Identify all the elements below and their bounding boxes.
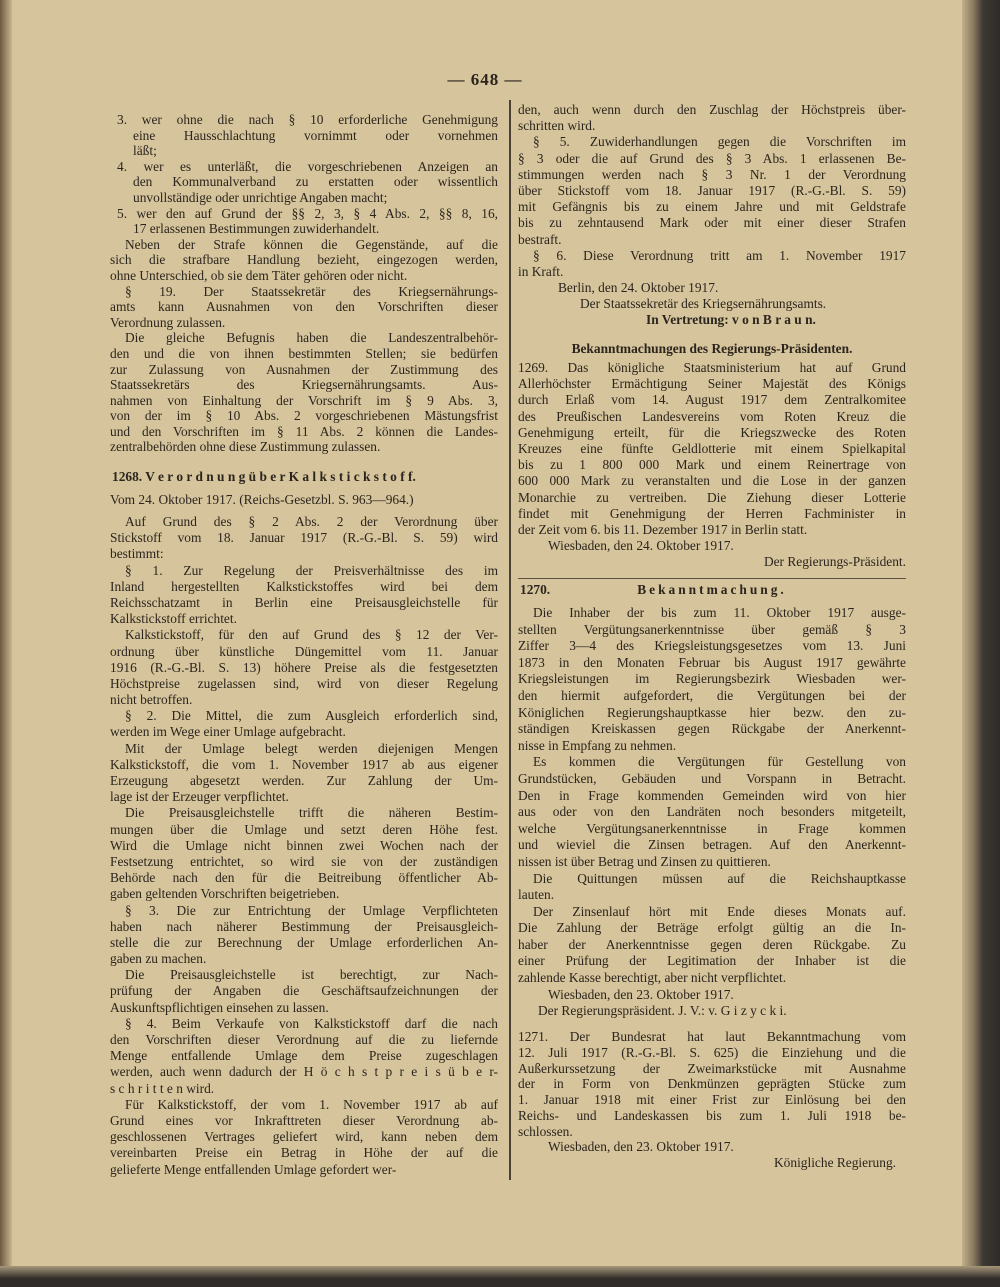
text-line: Berlin, den 24. Oktober 1917.: [558, 280, 719, 296]
text-line: Neben der Strafe können die Gegenstände, auf die: [125, 236, 498, 252]
text-line: durch Erlaß vom 14. August 1917 dem Zentralkomitee: [518, 392, 906, 408]
paragraph: [518, 1003, 906, 1020]
text-line: nahmen von Einhaltung der Vorschrift im § 9 Abs. 3,: [110, 392, 498, 408]
paragraph: [518, 554, 906, 570]
text-line: Die Quittungen müssen auf die Reichshauptkasse: [533, 870, 906, 886]
paragraph: [110, 491, 498, 508]
text-line: von der im § 10 Abs. 2 vorgeschriebenen Mästungsfrist: [110, 408, 498, 424]
text-line: findet mit Genehmigung der Herren Fachminister in: [518, 505, 906, 521]
text-line: haber der Anerkenntnisse gegen deren Rückgabe. Zu: [518, 936, 906, 952]
section-divider: [518, 578, 906, 579]
paragraph: [110, 741, 498, 806]
text-line: geschlossenen Vertrages geliefert wird, kann neben dem: [110, 1129, 498, 1145]
text-line: Der Zinsenlauf hört mit Ende dieses Monats auf.: [533, 903, 906, 919]
text-line: nisse in Empfang zu nehmen.: [518, 737, 677, 753]
text-line: Festsetzung entrichtet, so wird sie von der zuständigen: [110, 853, 498, 869]
paragraph: [518, 987, 906, 1004]
text-line: werden, auch wenn dadurch der H ö c h s t p r e i s ü b e r-: [110, 1064, 498, 1080]
right-continuation: [518, 102, 906, 329]
text-line: s c h r i t t e n wird.: [110, 1080, 215, 1096]
notice-1269: [518, 360, 906, 570]
text-line: Allerhöchster Ermächtigung Seiner Majestät des Königs: [518, 376, 906, 392]
paragraph: [110, 237, 498, 284]
text-line: der Zeit vom 6. bis 11. Dezember 1917 in Berlin statt.: [518, 521, 808, 537]
text-line: nicht betroffen.: [110, 692, 193, 708]
page-number: — 648 —: [447, 70, 523, 89]
text-line: 1916 (R.-G.-Bl. S. 13) höhere Preise als die festgesetzten: [110, 659, 498, 675]
text-line: ordnung über künstliche Düngemittel vom 11. Januar: [110, 643, 498, 659]
text-line: Die Preisausgleichstelle ist berechtigt, zur Nach-: [125, 967, 498, 983]
text-line: den, auch wenn durch den Zuschlag der Höchstpreis über-: [518, 102, 906, 117]
text-line: 1271. Der Bundesrat hat laut Bekanntmachung vom: [518, 1029, 906, 1044]
text-line: vereinbarten Preise ein Betrag in Höhe der auf die: [110, 1145, 498, 1161]
paragraph: [518, 102, 906, 134]
notice-1271: [518, 1029, 906, 1171]
text-line: In Vertretung: v o n B r a u n.: [646, 312, 816, 328]
text-line: Der Staatssekretär des Kriegsernährungsamts.: [580, 296, 827, 312]
heading-1270: [518, 582, 906, 599]
paragraph: [518, 1029, 906, 1139]
date-line-1268: [110, 491, 498, 508]
text-line: Ziffer 3—4 des Kriegsleistungsgesetzes vom 13. Juni: [518, 638, 906, 654]
text-line: über Stickstoff vom 18. Januar 1917 (R.-G.-Bl. S. 59): [518, 182, 906, 198]
text-line: Behörde nach den für die Beitreibung öffentlicher Ab-: [110, 870, 498, 886]
paragraph: [518, 340, 906, 357]
paragraph: [518, 538, 906, 554]
text-line: Kriegsleistungen im Regierungsbezirk Wiesbaden wer-: [518, 671, 906, 687]
text-line: Kalkstickstoff, die vom 1. November 1917 ab aus eigener: [110, 756, 498, 772]
text-line: eine Hausschlachtung vornimmt oder vornehmen: [133, 127, 498, 143]
text-line: § 1. Zur Regelung der Preisverhältnisse des im: [125, 562, 498, 578]
text-line: 12. Juli 1917 (R.-G.-Bl. S. 625) die Einziehung und die: [518, 1044, 906, 1060]
text-line: gelieferte Menge entfallenden Umlage gefordert wer-: [110, 1161, 397, 1177]
paragraph: [110, 967, 498, 1016]
text-line: Wird die Umlage nicht binnen zwei Wochen nach der: [110, 837, 498, 853]
text-line: Wiesbaden, den 23. Oktober 1917.: [548, 986, 734, 1002]
paragraph: [110, 805, 498, 902]
heading-1268: [110, 468, 498, 485]
paragraph: [110, 627, 498, 708]
text-line: den Kommunalverband zu erstatten oder wissentlich: [133, 174, 498, 190]
text-line: Mit der Umlage belegt werden diejenigen Mengen: [125, 740, 498, 756]
paragraph: [518, 904, 906, 987]
heading-title: Bekanntmachung.: [637, 582, 787, 597]
text-line: welche Vergütungsanerkenntnisse in Frage kommen: [518, 820, 906, 836]
paragraph: [110, 1016, 498, 1097]
text-line: Außerkurssetzung der Zweimarkstücke mit Ausnahme: [518, 1060, 906, 1076]
text-line: zentralbehörden ohne diese Zustimmung zulassen.: [110, 439, 381, 455]
text-line: einer Prüfung der Legitimation der Inhaber ist die: [518, 953, 906, 969]
paragraph: [110, 903, 498, 968]
text-line: 4. wer es unterläßt, die vorgeschriebenen Anzeigen an: [117, 158, 498, 174]
notice-1270: [518, 605, 906, 1020]
section-heading: [518, 340, 906, 357]
text-line: schlossen.: [518, 1123, 573, 1139]
paragraph: [110, 284, 498, 331]
text-line: § 4. Beim Verkaufe von Kalkstickstoff darf die nach: [125, 1015, 498, 1031]
paragraph: [110, 468, 498, 485]
text-line: Inland hergestellten Kalkstickstoffes wird bei dem: [110, 578, 498, 594]
text-line: § 3. Die zur Entrichtung der Umlage Verpflichteten: [125, 902, 498, 918]
paragraph: [518, 296, 906, 312]
text-line: nissen ist über Betrag und Zinsen zu quittieren.: [518, 853, 771, 869]
text-line: und wieviel die Zinsen betragen. Auf den Anerkennt-: [518, 837, 906, 853]
paragraph: [110, 112, 498, 159]
text-line: lauten.: [518, 887, 555, 903]
text-line: Kalkstickstoff errichtet.: [110, 611, 237, 627]
paragraph: [110, 708, 498, 740]
text-line: Genehmigung erteilt, für die Kriegszwecke des Roten: [518, 424, 906, 440]
text-line: Für Kalkstickstoff, der vom 1. November 1917 ab auf: [125, 1096, 498, 1112]
text-line: § 5. Zuwiderhandlungen gegen die Vorschriften im: [533, 134, 906, 150]
text-line: Die Preisausgleichstelle trifft die näheren Bestim-: [125, 805, 498, 821]
text-line: in Kraft.: [518, 263, 564, 279]
text-line: Bekanntmachungen des Regierungs-Präsidenten.: [571, 341, 853, 356]
text-line: § 2. Die Mittel, die zum Ausgleich erforderlich sind,: [125, 708, 498, 724]
text-line: Grundstücken, Gebäuden und Vorspann in Betracht.: [518, 770, 906, 786]
text-line: Höchstpreise zugelassen sind, wird von dieser Regelung: [110, 675, 498, 691]
text-line: Der Regierungs-Präsident.: [763, 554, 906, 570]
text-line: bestimmt:: [110, 546, 164, 562]
text-line: 600 000 Mark zu veranstalten und die Lose in der ganzen: [518, 473, 906, 489]
paragraph: [518, 754, 906, 870]
text-line: 17 erlassenen Bestimmungen zuwiderhandelt.: [133, 221, 380, 237]
text-line: stelle die zur Berechnung der Umlage erforderlichen An-: [110, 934, 498, 950]
text-line: Die Zahlung der Beträge erfolgt gültig an die In-: [518, 920, 906, 936]
text-line: 5. wer den auf Grund der §§ 2, 3, § 4 Abs. 2, §§ 8, 16,: [117, 205, 498, 221]
text-line: Stickstoff vom 18. Januar 1917 (R.-G.-Bl. S. 59) wird: [110, 530, 498, 546]
paragraph: [110, 159, 498, 206]
text-line: 1269. Das königliche Staatsministerium hat auf Grund: [518, 360, 906, 375]
text-line: Es kommen die Vergütungen für Gestellung von: [533, 754, 906, 770]
left-intro: [110, 112, 498, 455]
text-line: amts kann Ausnahmen von den Vorschriften dieser: [110, 299, 498, 315]
text-line: 3. wer ohne die nach § 10 erforderliche Genehmigung: [117, 112, 498, 127]
text-line: Kalkstickstoff, für den auf Grund des § 12 der Ver-: [125, 627, 498, 643]
text-line: 1. Januar 1918 mit einer Frist zur Einlösung bei den: [518, 1092, 906, 1107]
text-line: prüfung der Angaben die Geschäftsaufzeichnungen der: [110, 983, 498, 999]
text-line: läßt;: [133, 143, 157, 159]
text-line: der in Form von Denkmünzen geprägten Stücke zum: [518, 1076, 906, 1092]
book-binding-edge: [962, 0, 1000, 1287]
paragraph: [110, 514, 498, 563]
text-line: werden im Wege einer Umlage aufgebracht.: [110, 724, 346, 740]
text-line: Der Regierungspräsident. J. V.: v. G i z y c k i.: [538, 1003, 787, 1019]
text-line: lage ist der Erzeuger verpflichtet.: [110, 789, 289, 805]
text-line: Die Inhaber der bis zum 11. Oktober 1917 ausge-: [533, 605, 906, 620]
text-line: gaben zu machen.: [110, 951, 207, 967]
paragraph: [518, 312, 906, 328]
text-line: mit Gefängnis bis zu einem Jahre und mit Geldstrafe: [518, 199, 906, 215]
text-line: Monarchie zu vertreiben. Die Ziehung dieser Lotterie: [518, 489, 906, 505]
paragraph: [518, 134, 906, 247]
heading-number: 1270.: [520, 582, 551, 597]
text-line: Wiesbaden, den 24. Oktober 1917.: [548, 538, 734, 554]
text-line: zur Zulassung von Ausnahmen der Zustimmung des: [110, 361, 498, 377]
paragraph: [518, 1155, 906, 1171]
text-line: Auskunftspflichtigen einsehen zu lassen.: [110, 999, 329, 1015]
text-line: Kreuzes eine fünfte Geldlotterie mit einem Spielkapital: [518, 440, 906, 456]
text-line: Die gleiche Befugnis haben die Landeszentralbehör-: [125, 330, 498, 346]
text-line: sich die strafbare Handlung bezieht, eingezogen werden,: [110, 252, 498, 268]
column-divider: [509, 100, 511, 1180]
text-line: stellten Vergütungsanerkenntnisse über gemäß § 3: [518, 621, 906, 637]
text-line: 1268. V e r o r d n u n g ü b e r K a l k s t i c k s t o f f.: [112, 469, 416, 484]
scan-bottom-edge: [0, 1266, 1000, 1287]
text-line: mungen über die Umlage und setzt deren Höhe fest.: [110, 821, 498, 837]
text-line: haben nach näherer Bestimmung der Preisausgleich-: [110, 918, 498, 934]
text-line: zahlende Kasse berechtigt, aber nicht verpflichtet.: [518, 970, 787, 986]
paragraph: [518, 605, 906, 754]
paragraph: [518, 360, 906, 538]
text-line: Grund eines vor Inkrafttreten dieser Verordnung ab-: [110, 1112, 498, 1128]
paragraph: [518, 248, 906, 280]
paragraph: [110, 206, 498, 237]
paragraph: [110, 563, 498, 628]
text-line: den Vorschriften dieser Verordnung auf die zu liefernde: [110, 1032, 498, 1047]
text-line: § 3 oder die auf Grund des § 3 Abs. 1 erlassenen Be-: [518, 150, 906, 166]
text-line: stimmungen werden nach § 3 Nr. 1 der Verordnung: [518, 166, 906, 182]
text-line: Reichsschatzamt in Berlin eine Preisausgleichstelle für: [110, 594, 498, 610]
text-line: Auf Grund des § 2 Abs. 2 der Verordnung über: [125, 514, 498, 529]
text-line: aus oder von den Landräten noch besonders mitgeteilt,: [518, 804, 906, 820]
text-line: § 19. Der Staatssekretär des Kriegsernährungs-: [125, 283, 498, 299]
text-line: Königliche Regierung.: [774, 1155, 896, 1170]
text-line: bestraft.: [518, 231, 562, 247]
text-line: Staatssekretärs des Kriegsernährungsamts. Aus-: [110, 377, 498, 393]
text-line: bis zu zehntausend Mark oder mit einer dieser Strafen: [518, 215, 906, 231]
text-line: gaben geltenden Vorschriften beigetrieben.: [110, 886, 340, 902]
text-line: unvollständige oder unrichtige Angaben macht;: [133, 189, 388, 205]
text-line: schritten wird.: [518, 118, 596, 134]
text-line: Menge entfallende Umlage dem Preise zugeschlagen: [110, 1048, 498, 1064]
text-line: des Preußischen Landesvereins vom Roten Kreuz die: [518, 408, 906, 424]
text-line: den hiermit aufgefordert, die Vergütungen bei der: [518, 687, 906, 703]
scan-left-edge: [0, 0, 12, 1287]
text-line: Den in Frage kommenden Gemeinden wird von hier: [518, 787, 906, 803]
text-line: ohne Unterschied, ob sie dem Täter gehören oder nicht.: [110, 267, 408, 283]
text-line: Wiesbaden, den 23. Oktober 1917.: [548, 1139, 734, 1155]
paragraph: [518, 871, 906, 904]
paragraph: [110, 1097, 498, 1178]
text-line: Reichs- und Landeskassen bis zum 1. Juli 1918 be-: [518, 1107, 906, 1123]
paragraph: [110, 330, 498, 455]
text-line: Erzeugung abgesetzt werden. Zur Zahlung der Um-: [110, 773, 498, 788]
paragraph: [518, 280, 906, 296]
text-line: den und die von ihnen bestimmten Stellen; sie bedürfen: [110, 345, 498, 361]
paragraph: [518, 1139, 906, 1155]
text-line: Vom 24. Oktober 1917. (Reichs-Gesetzbl. S. 963—964.): [110, 492, 414, 507]
text-line: und den Vorschriften im § 11 Abs. 2 können die Landes-: [110, 423, 498, 439]
text-line: 1873 in den Monaten Februar bis August 1917 gewährte: [518, 654, 906, 670]
text-line: bis zu 1 800 000 Mark und einem Reinertrage von: [518, 457, 906, 473]
text-line: § 6. Diese Verordnung tritt am 1. November 1917: [533, 247, 906, 263]
text-line: Königlichen Regierungshauptkasse hier bezw. den zu-: [518, 704, 906, 720]
body-1268: [110, 514, 498, 1178]
text-line: ständigen Kreiskassen gegen Rückgabe der Anerkennt-: [518, 721, 906, 737]
text-line: Verordnung zulassen.: [110, 314, 226, 330]
